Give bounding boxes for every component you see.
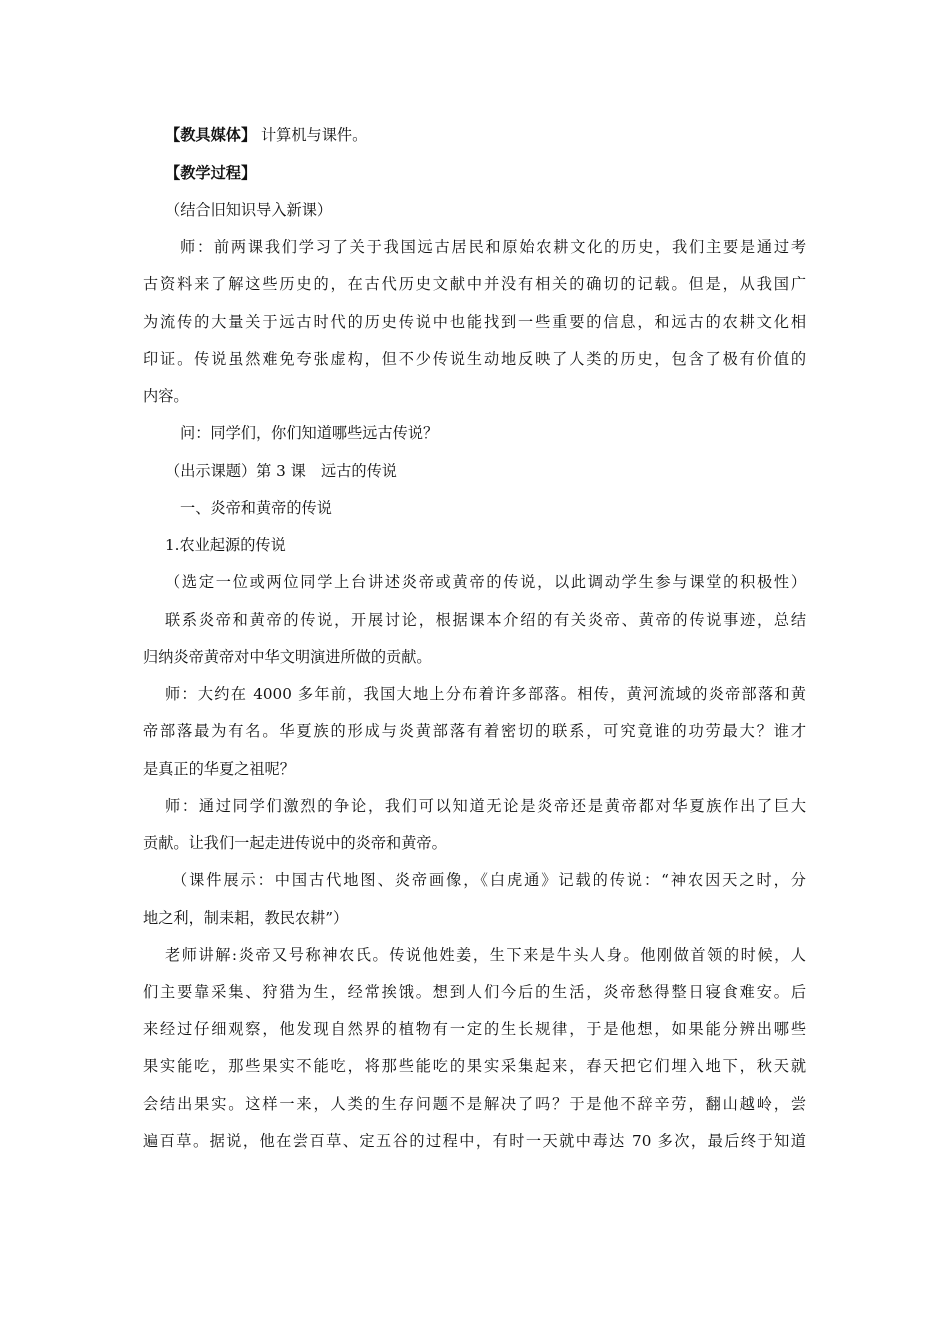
paragraph-line: 是真正的华夏之祖呢？ bbox=[143, 760, 295, 778]
paragraph-line: （课件展示：中国古代地图、炎帝画像，《白虎通》记载的传说：“神农因天之时，分 bbox=[172, 871, 806, 889]
media-text: 计算机与课件。 bbox=[260, 126, 368, 144]
paragraph-line: 联系炎帝和黄帝的传说，开展讨论，根据课本介绍的有关炎帝、黄帝的传说事迹，总结 bbox=[165, 611, 806, 629]
lesson-title-line: （出示课题）第 3 课 远古的传说 bbox=[165, 462, 397, 480]
paragraph-line: （选定一位或两位同学上台讲述炎帝或黄帝的传说，以此调动学生参与课堂的积极性） bbox=[165, 573, 806, 591]
paragraph-line: 师：前两课我们学习了关于我国远古居民和原始农耕文化的历史，我们主要是通过考 bbox=[180, 238, 806, 256]
paragraph-line: 师：大约在 4000 多年前，我国大地上分布着许多部落。相传，黄河流域的炎帝部落和黄 bbox=[165, 685, 806, 703]
media-line bbox=[165, 125, 367, 145]
paragraph-line: 归纳炎帝黄帝对中华文明演进所做的贡献。 bbox=[143, 648, 432, 666]
subsection-heading: 1.农业起源的传说 bbox=[165, 536, 286, 554]
paragraph-line: 果实能吃，那些果实不能吃，将那些能吃的果实采集起来，春天把它们埋入地下，秋天就 bbox=[143, 1057, 806, 1075]
paragraph-line: 为流传的大量关于远古时代的历史传说中也能找到一些重要的信息，和远古的农耕文化相 bbox=[143, 313, 806, 331]
paragraph-line: 来经过仔细观察，他发现自然界的植物有一定的生长规律，于是他想，如果能分辨出哪些 bbox=[143, 1020, 806, 1038]
paragraph-line: 问：同学们，你们知道哪些远古传说？ bbox=[180, 424, 439, 442]
paragraph-line: 会结出果实。这样一来，人类的生存问题不是解决了吗？于是他不辞辛劳，翻山越岭，尝 bbox=[143, 1095, 806, 1113]
paragraph-line: （结合旧知识导入新课） bbox=[165, 201, 333, 219]
media-label: 【教具媒体】 bbox=[165, 126, 257, 144]
paragraph-line: 古资料来了解这些历史的，在古代历史文献中并没有相关的确切的记载。但是，从我国广 bbox=[143, 275, 806, 293]
paragraph-line: 遍百草。据说，他在尝百草、定五谷的过程中，有时一天就中毒达 70 多次，最后终于知道 bbox=[143, 1132, 806, 1150]
paragraph-line: 地之利，制耒耜，教民农耕”） bbox=[143, 909, 349, 927]
paragraph-line: 内容。 bbox=[143, 387, 189, 405]
paragraph-line: 老师讲解:炎帝又号称神农氏。传说他姓姜，生下来是牛头人身。他刚做首领的时候，人 bbox=[165, 946, 806, 964]
paragraph-line: 师：通过同学们激烈的争论，我们可以知道无论是炎帝还是黄帝都对华夏族作出了巨大 bbox=[165, 797, 806, 815]
paragraph-line: 帝部落最为有名。华夏族的形成与炎黄部落有着密切的联系，可究竟谁的功劳最大？谁才 bbox=[143, 722, 806, 740]
section-heading: 一、炎帝和黄帝的传说 bbox=[180, 499, 332, 517]
paragraph-line: 印证。传说虽然难免夸张虚构，但不少传说生动地反映了人类的历史，包含了极有价值的 bbox=[143, 350, 806, 368]
paragraph-line: 们主要靠采集、狩猎为生，经常挨饿。想到人们今后的生活，炎帝愁得整日寝食难安。后 bbox=[143, 983, 806, 1001]
process-heading: 【教学过程】 bbox=[165, 164, 257, 182]
paragraph-line: 贡献。让我们一起走进传说中的炎帝和黄帝。 bbox=[143, 834, 447, 852]
